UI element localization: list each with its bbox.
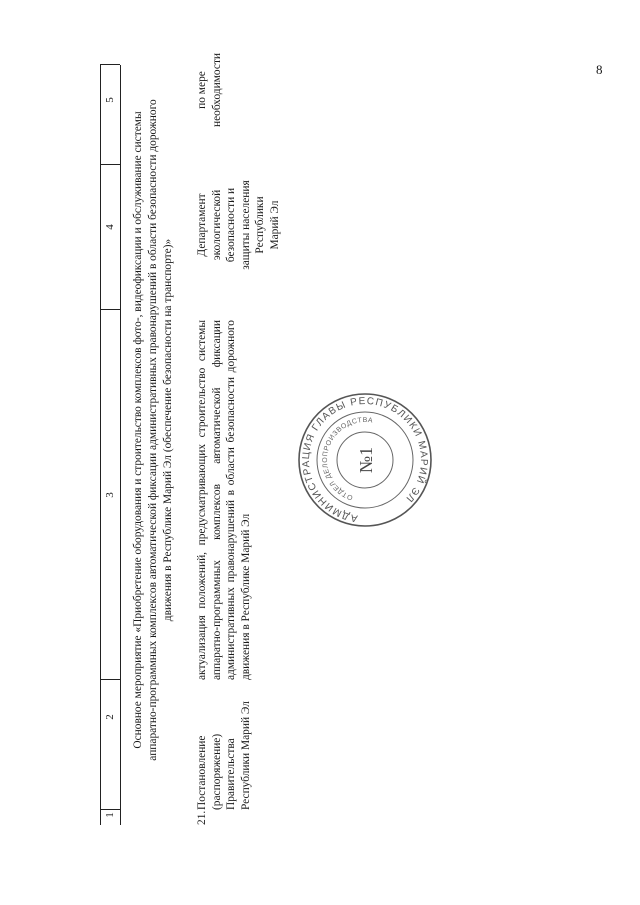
official-seal-stamp bbox=[295, 390, 435, 530]
department-line: Марий Эл bbox=[268, 200, 281, 250]
row-description: актуализация положений, предусматривающих строительство системы аппаратно-программных комплексов автоматической фиксации административных правонарушений в области безопасности дорожного движения в Республике Марий Эл bbox=[196, 320, 252, 680]
document-type-line: Постановление bbox=[196, 735, 208, 810]
row-number: 21. bbox=[196, 810, 208, 825]
header-divider-2 bbox=[100, 679, 120, 680]
term-line: необходимости bbox=[210, 52, 223, 128]
responsible-department bbox=[195, 170, 282, 280]
header-divider-4 bbox=[100, 164, 120, 165]
department-line: Республики bbox=[254, 196, 266, 254]
seal-inner-text: ОТДЕЛ ДЕЛОПРОИЗВОДСТВА bbox=[321, 416, 374, 501]
header-divider-5 bbox=[100, 64, 120, 65]
department-line: защиты населения bbox=[239, 180, 252, 270]
column-number-2: 2 bbox=[104, 714, 116, 720]
section-title: Основное мероприятие «Приобретение оборудования и строительство комплексов фото-, видеофиксации и обслуживание системы аппаратно-программных комплексов автоматической фиксации административных правонарушений в области безопасности дорожного движения в Республике Марий Эл (обеспечение безопасности на транспорте)» bbox=[132, 99, 174, 761]
column-number-1: 1 bbox=[104, 812, 116, 818]
department-line: безопасности и bbox=[225, 187, 237, 263]
header-row-bottom-line bbox=[120, 65, 121, 825]
seal-number: №1 bbox=[356, 446, 376, 474]
department-line: экологической bbox=[210, 189, 223, 261]
column-number-3: 3 bbox=[104, 492, 116, 498]
header-row-top-line bbox=[100, 65, 101, 825]
department-line: Департамент bbox=[196, 193, 208, 257]
column-number-5: 5 bbox=[104, 97, 116, 103]
seal-outer-text: АДМИНИСТРАЦИЯ ГЛАВЫ РЕСПУБЛИКИ МАРИЙ ЭЛ bbox=[300, 395, 430, 524]
page-number: 8 bbox=[596, 62, 603, 77]
document-type-line: Правительства bbox=[225, 738, 237, 810]
term-line: по мере bbox=[196, 71, 208, 109]
document-type-line: (распоряжение) bbox=[210, 733, 223, 810]
column-number-4: 4 bbox=[104, 224, 116, 230]
deadline-term bbox=[195, 25, 224, 155]
header-divider-3 bbox=[100, 309, 120, 310]
document-type-line: Республики Марий Эл bbox=[239, 701, 252, 810]
